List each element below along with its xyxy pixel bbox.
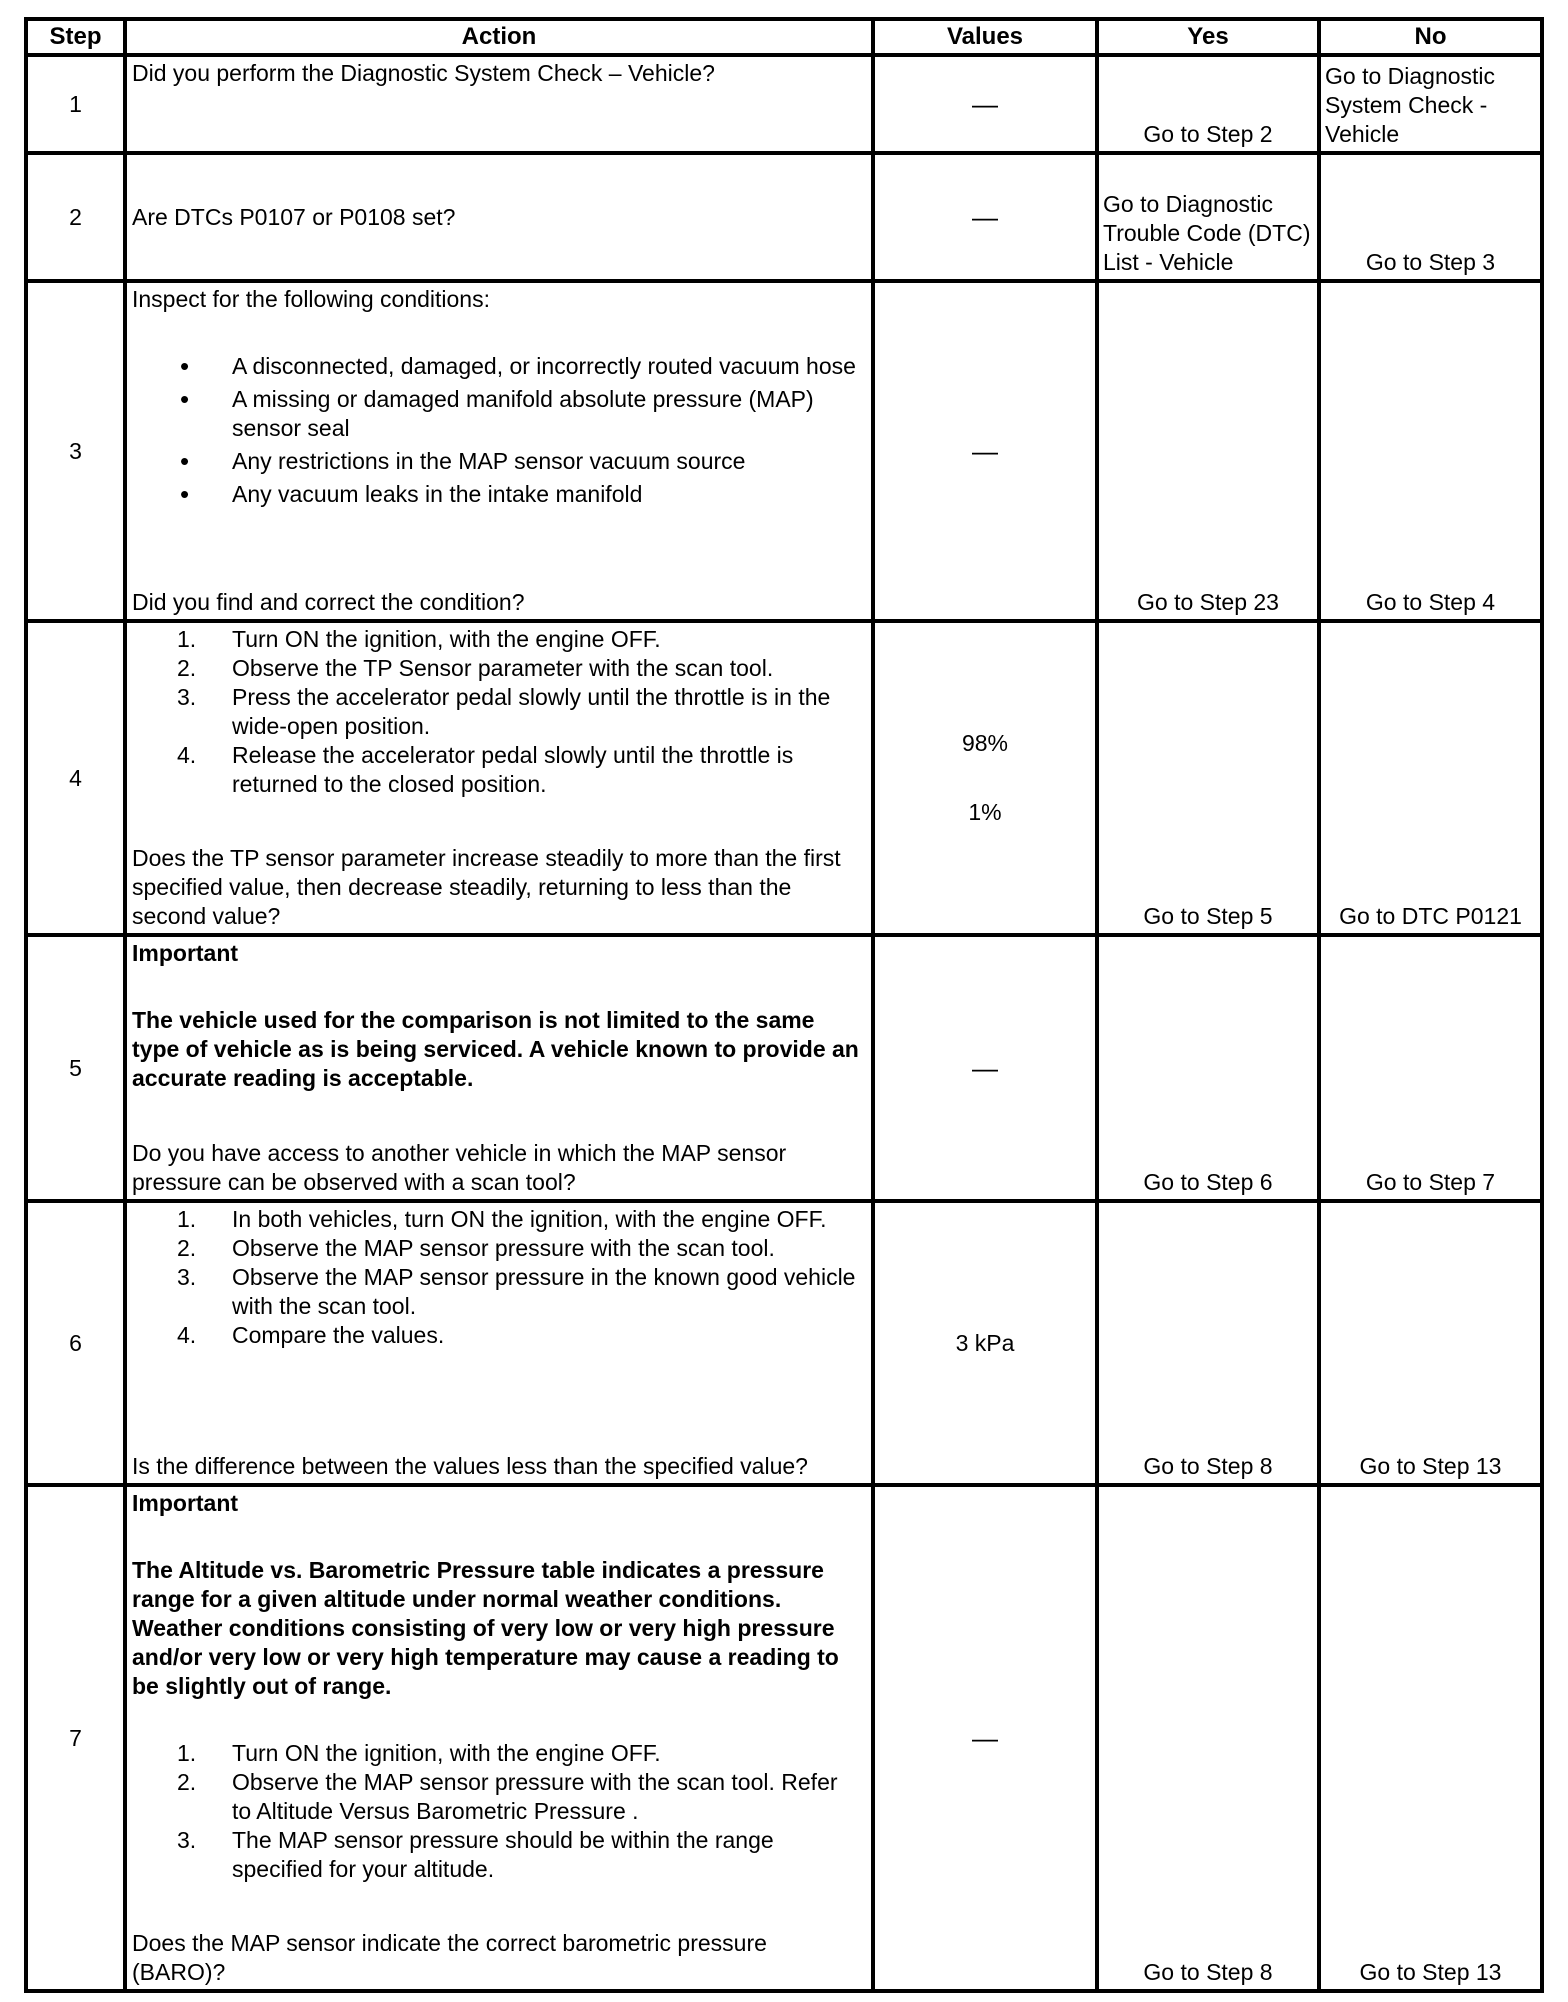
- action-question: Are DTCs P0107 or P0108 set?: [132, 203, 456, 230]
- values-cell: —: [873, 935, 1097, 1201]
- yes-goto-link[interactable]: Go to Step 23: [1137, 589, 1279, 615]
- important-label: Important: [132, 940, 239, 966]
- no-goto-link[interactable]: Go to Diagnostic System Check - Vehicle: [1325, 63, 1496, 147]
- no-goto-link[interactable]: Go to DTC P0121: [1339, 903, 1522, 929]
- yes-goto-link[interactable]: Go to Step 5: [1143, 903, 1273, 929]
- table-row: [26, 55, 1542, 153]
- list-item: 1. In both vehicles, turn ON the ignition, with the engine OFF.: [177, 1206, 827, 1232]
- action-cell: [125, 153, 873, 281]
- values-cell: [873, 621, 1097, 935]
- no-cell: [1319, 1485, 1542, 1991]
- table-row: [26, 153, 1542, 281]
- step-number: 3: [26, 281, 125, 621]
- value-second: 1%: [968, 799, 1002, 825]
- action-cell: [125, 621, 873, 935]
- list-item: 4. Compare the values.: [177, 1322, 445, 1348]
- values-cell: —: [873, 153, 1097, 281]
- action-question: Does the TP sensor parameter increase steadily to more than the first specified value, then decrease steadily, returning to less than the second value?: [132, 845, 841, 929]
- table-row: [26, 621, 1542, 935]
- yes-goto-link[interactable]: Go to Diagnostic Trouble Code (DTC) List - Vehicle: [1103, 191, 1311, 275]
- yes-goto-link[interactable]: Go to Step 8: [1143, 1959, 1273, 1985]
- yes-goto-link[interactable]: Go to Step 8: [1143, 1453, 1273, 1479]
- action-cell: [125, 281, 873, 621]
- step-number: 1: [26, 55, 125, 153]
- list-item: 1. Turn ON the ignition, with the engine OFF.: [177, 1740, 661, 1766]
- list-item: • A disconnected, damaged, or incorrectly routed vacuum hose: [232, 352, 863, 381]
- action-question: Does the MAP sensor indicate the correct barometric pressure (BARO)?: [132, 1930, 767, 1985]
- action-cell: [125, 935, 873, 1201]
- value-first: 98%: [961, 730, 1009, 756]
- values-cell: —: [873, 1485, 1097, 1991]
- list-item: 2. Observe the MAP sensor pressure with the scan tool. Refer to Altitude Versus Barometric Pressure .: [177, 1769, 838, 1824]
- no-cell: [1319, 281, 1542, 621]
- action-cell: [125, 1201, 873, 1485]
- header-values: Values: [873, 19, 1097, 55]
- no-cell: [1319, 621, 1542, 935]
- procedure-list: [132, 1739, 863, 1884]
- table-row: [26, 1485, 1542, 1991]
- values-cell: —: [873, 281, 1097, 621]
- table-row: [26, 935, 1542, 1201]
- yes-cell: [1097, 55, 1319, 153]
- no-cell: [1319, 153, 1542, 281]
- table-row: [26, 1201, 1542, 1485]
- action-cell: [125, 55, 873, 153]
- step-number: 2: [26, 153, 125, 281]
- header-yes: Yes: [1097, 19, 1319, 55]
- list-item: 3. Press the accelerator pedal slowly until the throttle is in the wide-open position.: [177, 684, 831, 739]
- yes-cell: [1097, 621, 1319, 935]
- values-cell: 3 kPa: [873, 1201, 1097, 1485]
- step-number: 4: [26, 621, 125, 935]
- condition-list: [132, 352, 863, 509]
- yes-goto-link[interactable]: Go to Step 6: [1143, 1169, 1273, 1195]
- action-question: Do you have access to another vehicle in which the MAP sensor pressure can be observed with a scan tool?: [132, 1140, 787, 1195]
- step-number: 5: [26, 935, 125, 1201]
- table-row: [26, 281, 1542, 621]
- important-text: The Altitude vs. Barometric Pressure table indicates a pressure range for a given altitude under normal weather conditions. Weather conditions consisting of very low or very high pressure and/or very low or very high temperature may cause a reading to be slightly out of range.: [132, 1557, 839, 1699]
- list-item: 2. Observe the MAP sensor pressure with the scan tool.: [177, 1235, 775, 1261]
- important-label: Important: [132, 1490, 239, 1516]
- important-text: The vehicle used for the comparison is not limited to the same type of vehicle as is being serviced. A vehicle known to provide an accurate reading is acceptable.: [132, 1007, 859, 1091]
- no-cell: [1319, 935, 1542, 1201]
- yes-cell: [1097, 1485, 1319, 1991]
- list-item: 3. Observe the MAP sensor pressure in the known good vehicle with the scan tool.: [177, 1264, 856, 1319]
- diagnostic-table: [24, 17, 1544, 1993]
- list-item: • A missing or damaged manifold absolute pressure (MAP) sensor seal: [232, 385, 863, 443]
- action-cell: [125, 1485, 873, 1991]
- yes-cell: [1097, 1201, 1319, 1485]
- no-cell: [1319, 55, 1542, 153]
- header-no: No: [1319, 19, 1542, 55]
- no-goto-link[interactable]: Go to Step 3: [1365, 249, 1496, 275]
- procedure-list: [132, 1205, 863, 1350]
- action-question: Is the difference between the values less than the specified value?: [132, 1453, 808, 1479]
- no-goto-link[interactable]: Go to Step 7: [1365, 1169, 1496, 1195]
- list-item: 1. Turn ON the ignition, with the engine OFF.: [177, 626, 661, 652]
- procedure-list: [132, 625, 863, 799]
- action-intro: Inspect for the following conditions:: [132, 286, 490, 312]
- list-item: 3. The MAP sensor pressure should be within the range specified for your altitude.: [177, 1827, 774, 1882]
- yes-cell: [1097, 153, 1319, 281]
- no-cell: [1319, 1201, 1542, 1485]
- table-header-row: [26, 19, 1542, 55]
- no-goto-link[interactable]: Go to Step 13: [1359, 1453, 1502, 1479]
- yes-cell: [1097, 281, 1319, 621]
- action-question: Did you find and correct the condition?: [132, 589, 525, 615]
- yes-goto-link[interactable]: Go to Step 2: [1143, 121, 1273, 147]
- step-number: 6: [26, 1201, 125, 1485]
- header-step: Step: [26, 19, 125, 55]
- action-question: Did you perform the Diagnostic System Check – Vehicle?: [132, 60, 715, 86]
- no-goto-link[interactable]: Go to Step 13: [1359, 1959, 1502, 1985]
- list-item: • Any restrictions in the MAP sensor vacuum source: [232, 447, 863, 476]
- no-goto-link[interactable]: Go to Step 4: [1365, 589, 1496, 615]
- list-item: • Any vacuum leaks in the intake manifold: [232, 480, 863, 509]
- values-cell: —: [873, 55, 1097, 153]
- step-number: 7: [26, 1485, 125, 1991]
- yes-cell: [1097, 935, 1319, 1201]
- list-item: 4. Release the accelerator pedal slowly until the throttle is returned to the closed position.: [177, 742, 794, 797]
- list-item: 2. Observe the TP Sensor parameter with the scan tool.: [177, 655, 774, 681]
- header-action: Action: [125, 19, 873, 55]
